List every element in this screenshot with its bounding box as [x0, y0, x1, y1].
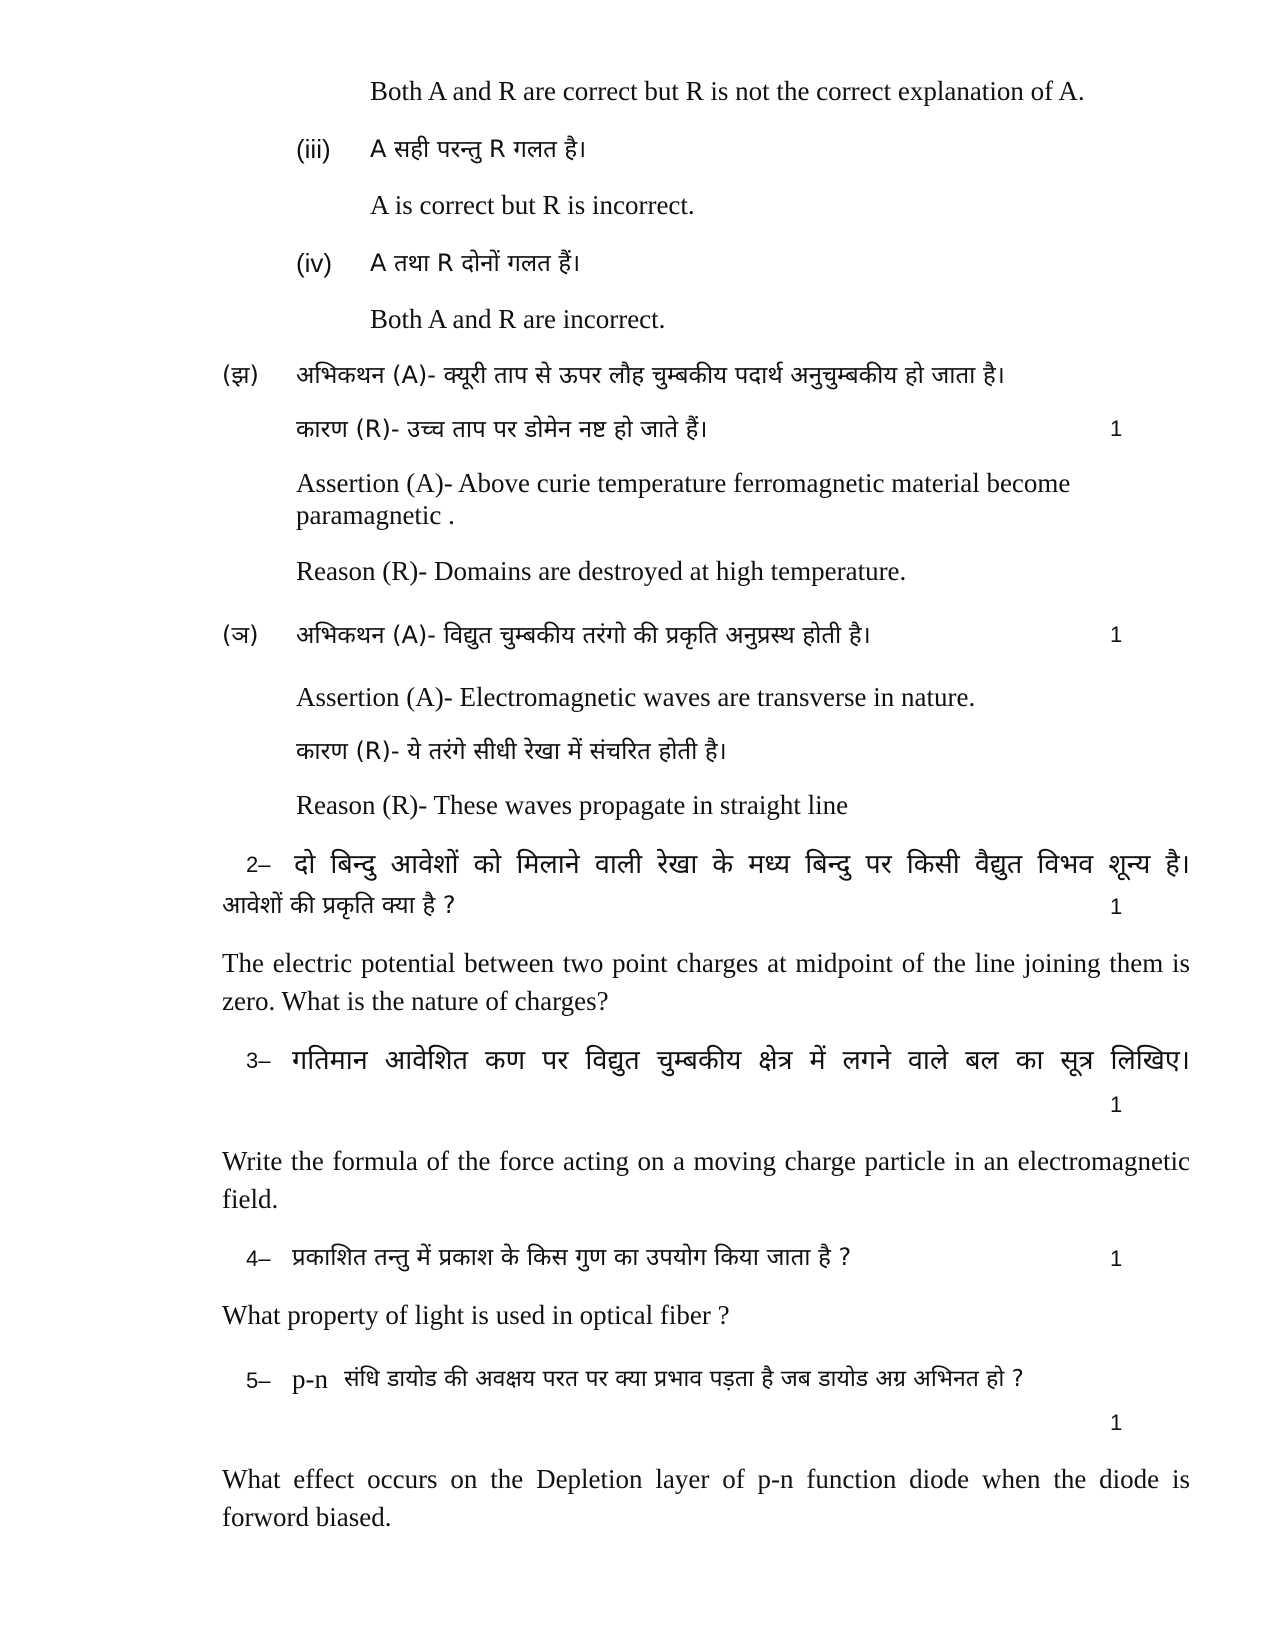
option-iii-hindi: A सही परन्तु R गलत है। — [370, 135, 587, 163]
question-4-marks: 1 — [1110, 1246, 1123, 1271]
question-jha-reason-english: Reason (R)- Domains are destroyed at high temperature. — [296, 556, 907, 586]
question-2-hindi-line1: दो बिन्दु आवेशों को मिलाने वाली रेखा के मध्य बिन्दु पर किसी वैद्युत विभव शून्य है। — [294, 849, 1190, 880]
question-3-english: Write the formula of the force acting on a moving charge particle in an electromagnetic field. — [222, 1146, 1190, 1214]
question-nya-reason-english: Reason (R)- These waves propagate in straight line — [296, 790, 849, 820]
question-2-marks: 1 — [1110, 894, 1123, 919]
question-nya-assertion-hindi: अभिकथन (A)- विद्युत चुम्बकीय तरंगो की प्रकृति अनुप्रस्थ होती है। — [296, 621, 871, 649]
question-nya-assertion-english: Assertion (A)- Electromagnetic waves are transverse in nature. — [296, 682, 976, 712]
question-2-english: The electric potential between two point charges at midpoint of the line joining them is zero. What is the nature of charges? — [222, 948, 1190, 1016]
question-jha-assertion-hindi: अभिकथन (A)- क्यूरी ताप से ऊपर लौह चुम्बकीय पदार्थ अनुचुम्बकीय हो जाता है। — [296, 361, 1005, 389]
question-5-english: What effect occurs on the Depletion layer of p-n function diode when the diode is forword biased. — [222, 1464, 1190, 1532]
question-jha-marks: 1 — [1110, 416, 1123, 441]
question-3-hindi: गतिमान आवेशित कण पर विद्युत चुम्बकीय क्षेत्र में लगने वाले बल का सूत्र लिखिए। — [292, 1045, 1190, 1076]
option-iii-english: A is correct but R is incorrect. — [370, 190, 695, 220]
option-iv-english: Both A and R are incorrect. — [370, 304, 666, 334]
question-5-pn-text: p-n — [292, 1364, 328, 1394]
question-5-marks: 1 — [1110, 1410, 1123, 1435]
option-iii-label: (iii) — [296, 134, 331, 164]
question-nya-label: (ञ) — [222, 621, 259, 649]
question-4-number: 4– — [246, 1246, 271, 1271]
question-nya-marks: 1 — [1110, 622, 1123, 647]
question-4-english: What property of light is used in optical fiber ? — [222, 1300, 730, 1330]
question-jha-reason-hindi: कारण (R)- उच्च ताप पर डोमेन नष्ट हो जाते हैं। — [296, 415, 708, 443]
option-iv-hindi: A तथा R दोनों गलत हैं। — [370, 249, 581, 277]
question-2-hindi-line2: आवेशों की प्रकृति क्या है ? — [222, 891, 456, 919]
question-jha-label: (झ) — [222, 361, 259, 389]
question-3-number: 3– — [246, 1048, 271, 1073]
question-5-number: 5– — [246, 1368, 271, 1393]
option-iv-label: (iv) — [296, 248, 333, 278]
question-jha-assertion-english-line1: Assertion (A)- Above curie temperature ferromagnetic material become — [296, 468, 1071, 498]
question-4-hindi: प्रकाशित तन्तु में प्रकाश के किस गुण का उपयोग किया जाता है ? — [292, 1243, 852, 1271]
question-2-number: 2– — [246, 852, 271, 877]
question-nya-reason-hindi: कारण (R)- ये तरंगे सीधी रेखा में संचरित होती है। — [296, 737, 727, 765]
question-5-hindi: संधि डायोड की अवक्षय परत पर क्या प्रभाव पड़ता है जब डायोड अग्र अभिनत हो ? — [344, 1366, 1024, 1392]
question-jha-assertion-english-line2: paramagnetic . — [296, 500, 455, 530]
question-3-marks: 1 — [1110, 1092, 1123, 1117]
option-ii-english: Both A and R are correct but R is not the correct explanation of A. — [370, 76, 1085, 106]
